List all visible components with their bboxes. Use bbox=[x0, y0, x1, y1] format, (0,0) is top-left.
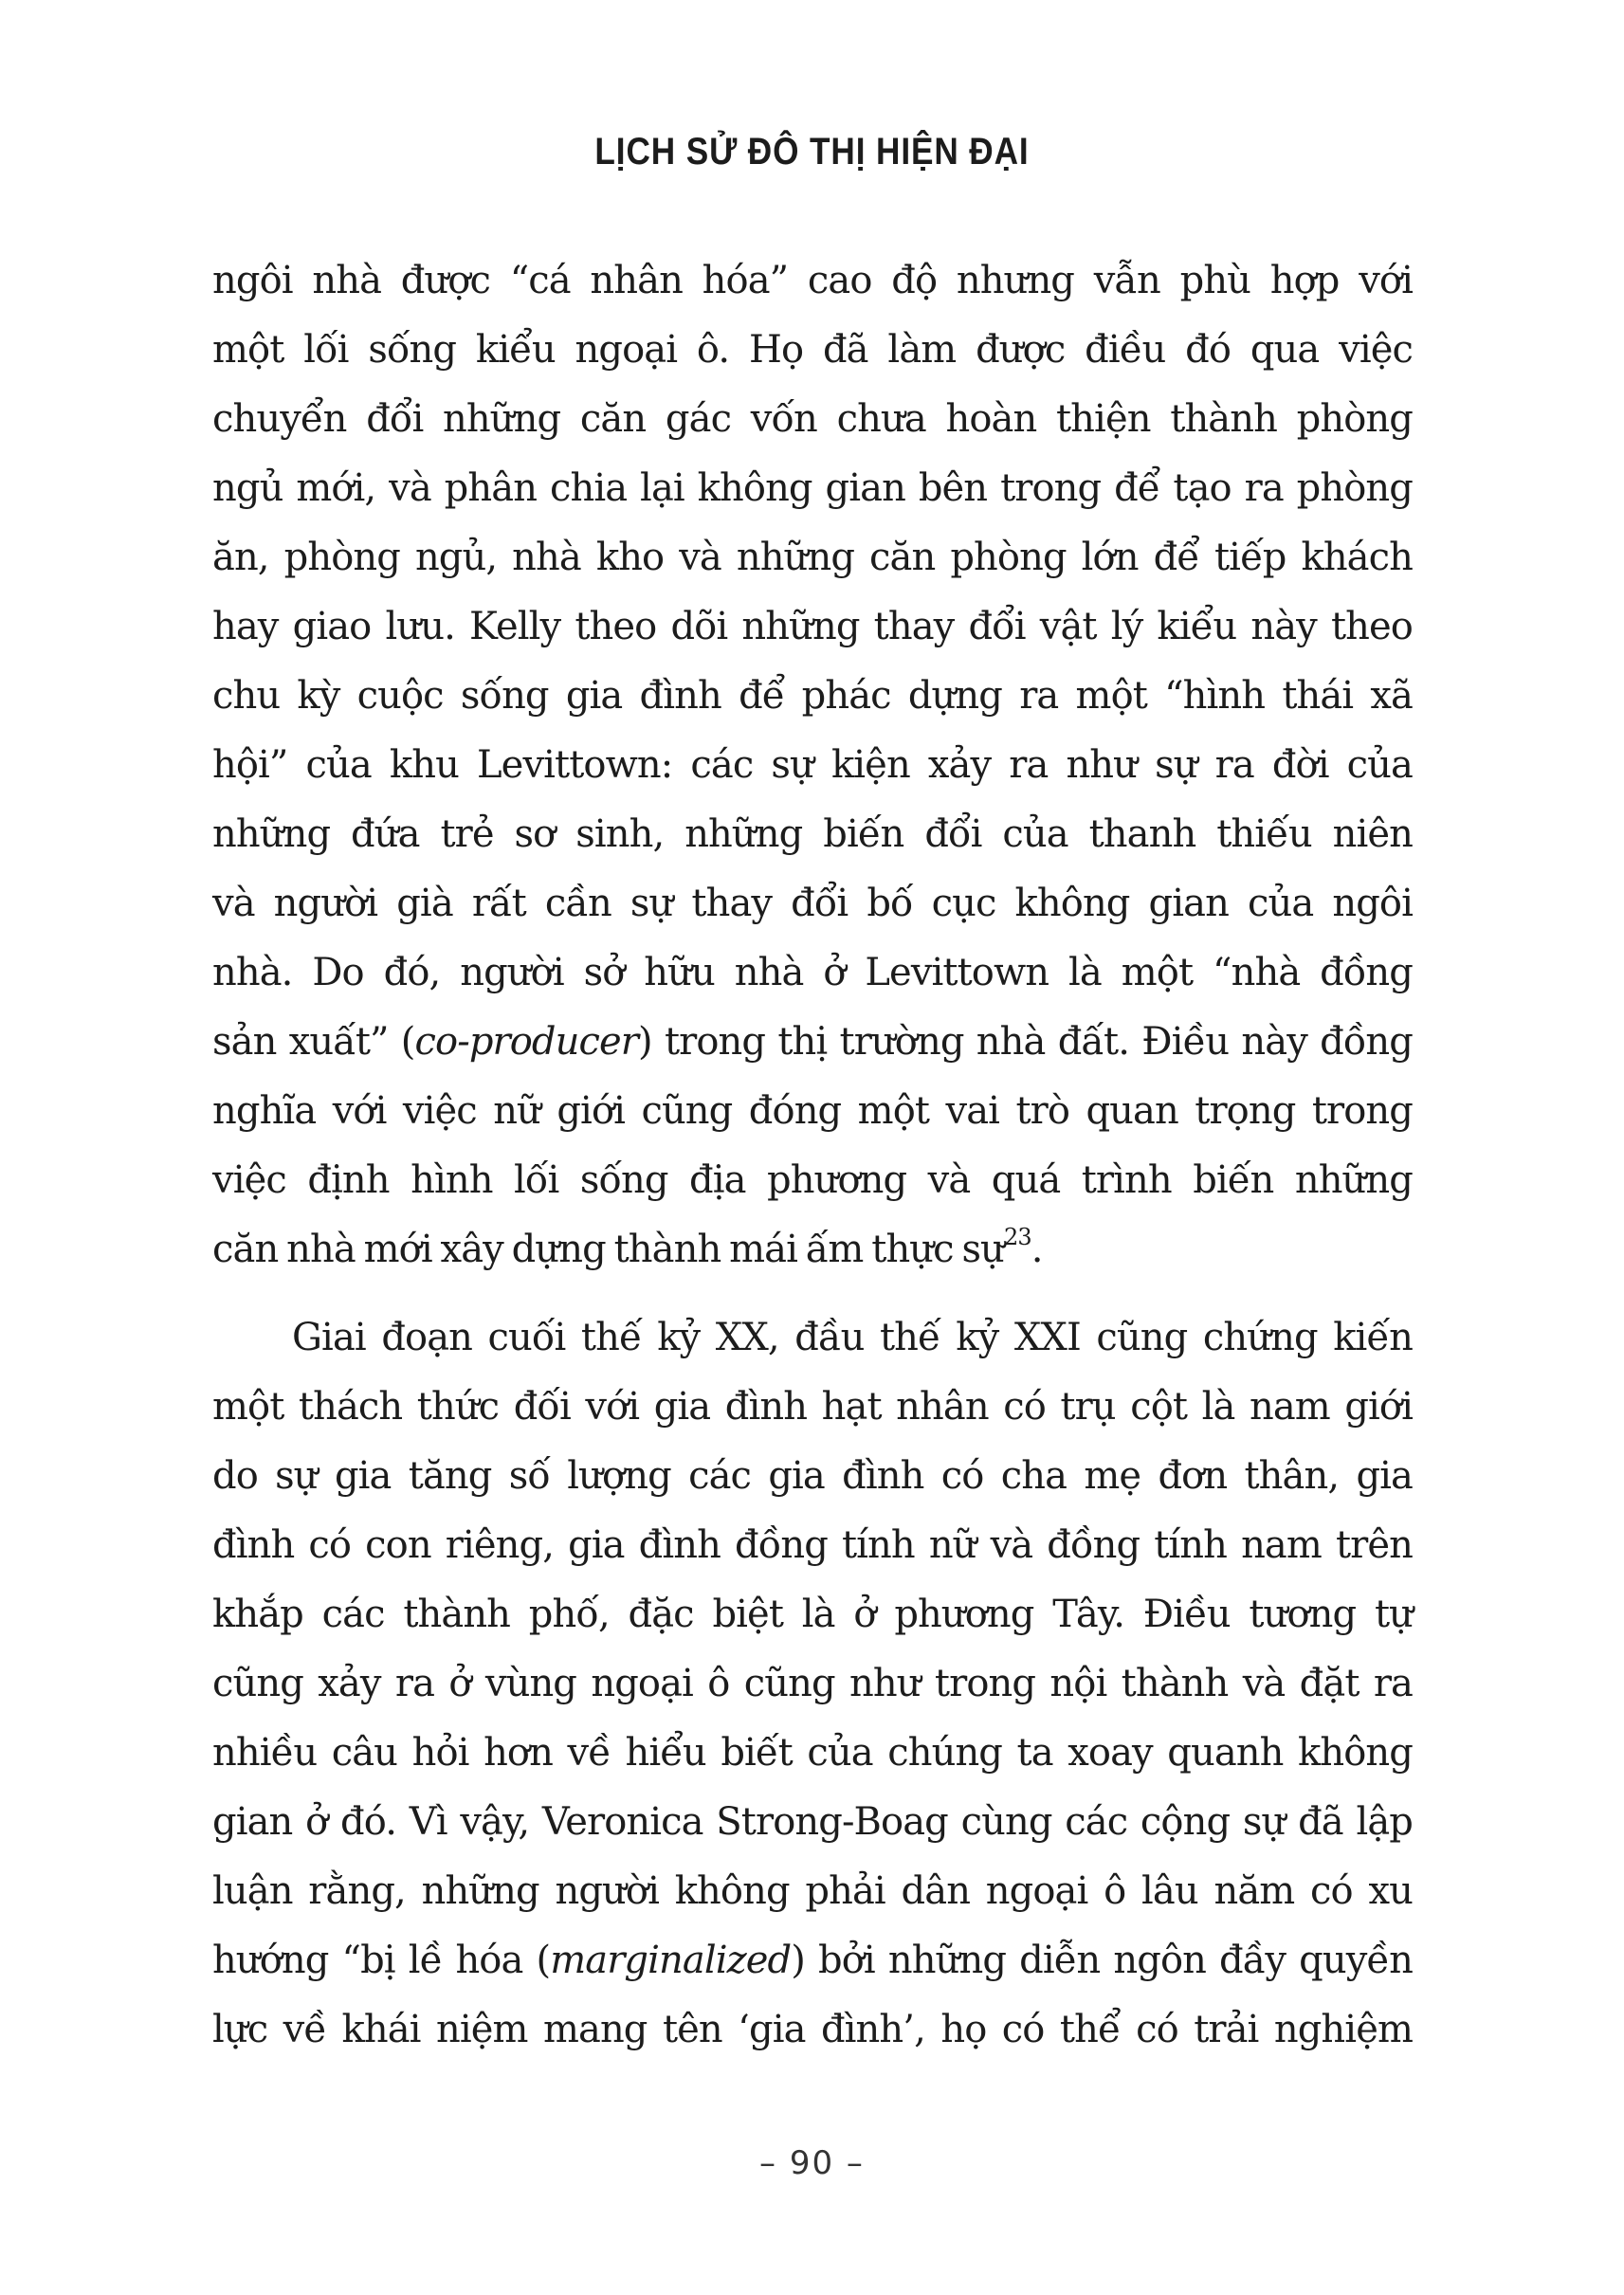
text-line bbox=[212, 1215, 1413, 1284]
text-line: chu kỳ cuộc sống gia đình để phác dựng ra một “hình thái xã bbox=[212, 674, 1413, 718]
text-line: những đứa trẻ sơ sinh, những biến đổi của thanh thiếu niên bbox=[212, 812, 1413, 856]
paragraph-1 bbox=[212, 246, 1413, 1284]
text-line: nhiều câu hỏi hơn về hiểu biết của chúng ta xoay quanh không bbox=[212, 1731, 1413, 1775]
text-line: và người già rất cần sự thay đổi bố cục không gian của ngôi bbox=[212, 882, 1413, 925]
text-line: do sự gia tăng số lượng các gia đình có cha mẹ đơn thân, gia bbox=[212, 1454, 1413, 1498]
text-segment: . bbox=[1031, 1228, 1043, 1271]
text-line: chuyển đổi những căn gác vốn chưa hoàn thiện thành phòng bbox=[212, 397, 1413, 441]
text-line bbox=[212, 1008, 1413, 1077]
text-line: ngủ mới, và phân chia lại không gian bên trong để tạo ra phòng bbox=[212, 466, 1413, 510]
text-segment: ) trong thị trường nhà đất. Điều này đồng bbox=[638, 1020, 1413, 1064]
body-text bbox=[212, 246, 1413, 2065]
text-line: hội” của khu Levittown: các sự kiện xảy ra như sự ra đời của bbox=[212, 743, 1413, 787]
text-line: cũng xảy ra ở vùng ngoại ô cũng như trong nội thành và đặt ra bbox=[212, 1662, 1413, 1705]
text-line: lực về khái niệm mang tên ‘gia đình’, họ có thể có trải nghiệm bbox=[212, 2008, 1413, 2051]
page-number: – 90 – bbox=[759, 2144, 865, 2182]
text-line: một lối sống kiểu ngoại ô. Họ đã làm được điều đó qua việc bbox=[212, 328, 1413, 372]
text-line: hay giao lưu. Kelly theo dõi những thay đổi vật lý kiểu này theo bbox=[212, 605, 1413, 648]
paragraph-gap bbox=[212, 1284, 1413, 1303]
text-line: khắp các thành phố, đặc biệt là ở phương Tây. Điều tương tự bbox=[212, 1593, 1413, 1636]
italic-term: marginalized bbox=[550, 1939, 792, 1982]
italic-term: co-producer bbox=[414, 1020, 638, 1064]
text-segment: sản xuất” ( bbox=[212, 1020, 415, 1064]
text-line: luận rằng, những người không phải dân ngoại ô lâu năm có xu bbox=[212, 1869, 1413, 1913]
text-line: ngôi nhà được “cá nhân hóa” cao độ nhưng vẫn phù hợp với bbox=[212, 259, 1413, 302]
text-line: nhà. Do đó, người sở hữu nhà ở Levittown là một “nhà đồng bbox=[212, 951, 1413, 994]
text-segment: căn nhà mới xây dựng thành mái ấm thực sự bbox=[212, 1228, 1004, 1271]
paragraph-2 bbox=[212, 1303, 1413, 2065]
text-line: đình có con riêng, gia đình đồng tính nữ và đồng tính nam trên bbox=[212, 1523, 1413, 1567]
text-line bbox=[212, 1926, 1413, 1995]
text-line: việc định hình lối sống địa phương và quá trình biến những bbox=[212, 1158, 1413, 1202]
footnote-marker[interactable]: 23 bbox=[1003, 1223, 1031, 1250]
text-line: một thách thức đối với gia đình hạt nhân có trụ cột là nam giới bbox=[212, 1385, 1413, 1429]
text-segment: ) bởi những diễn ngôn đầy quyền bbox=[791, 1939, 1413, 1982]
text-line: nghĩa với việc nữ giới cũng đóng một vai trò quan trọng trong bbox=[212, 1089, 1413, 1133]
text-line: gian ở đó. Vì vậy, Veronica Strong-Boag cùng các cộng sự đã lập bbox=[212, 1800, 1413, 1844]
text-line: ăn, phòng ngủ, nhà kho và những căn phòng lớn để tiếp khách bbox=[212, 536, 1413, 579]
text-segment: hướng “bị lề hóa ( bbox=[212, 1939, 551, 1982]
running-header: LỊCH SỬ ĐÔ THỊ HIỆN ĐẠI bbox=[594, 131, 1030, 173]
text-line: Giai đoạn cuối thế kỷ XX, đầu thế kỷ XXI cũng chứng kiến bbox=[292, 1316, 1413, 1359]
